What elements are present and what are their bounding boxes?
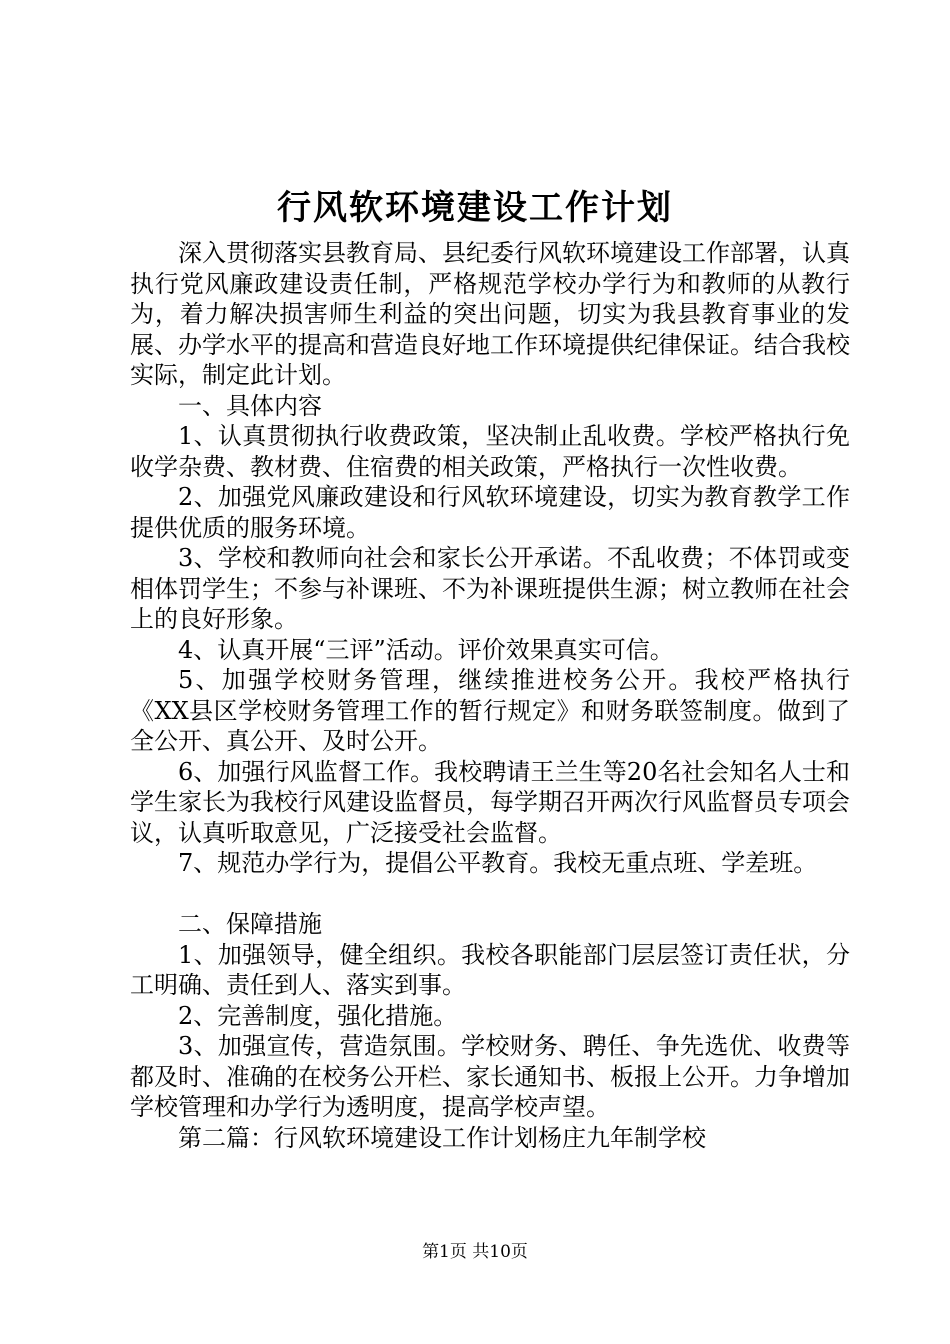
paragraph-item-4: 4、认真开展“三评”活动。评价效果真实可信。 bbox=[178, 635, 674, 664]
blank-line bbox=[130, 879, 850, 910]
paragraph-item-6: 6、加强行风监督工作。我校聘请王兰生等20名社会知名人士和学生家长为我校行风建设监督员，每学期召开两次行风监督员专项会议，认真听取意见，广泛接受社会监督。 bbox=[130, 757, 850, 847]
page-footer: 第1页 共10页 bbox=[422, 1242, 528, 1262]
section-heading-measures: 二、保障措施 bbox=[178, 910, 322, 938]
document-body bbox=[130, 238, 850, 1153]
paragraph-item-7: 7、规范办学行为，提倡公平教育。我校无重点班、学差班。 bbox=[178, 849, 818, 877]
paragraph-item-5: 5、加强学校财务管理，继续推进校务公开。我校严格执行《XX县区学校财务管理工作的暂行规定》和财务联签制度。做到了全公开、真公开、及时公开。 bbox=[130, 666, 850, 755]
paragraph-measure-1: 1、加强领导，健全组织。我校各职能部门层层签订责任状，分工明确、责任到人、落实到事。 bbox=[130, 940, 850, 999]
document-title: 行风软环境建设工作计划 bbox=[277, 188, 673, 228]
paragraph-measure-2: 2、完善制度，强化措施。 bbox=[178, 1001, 458, 1030]
section-heading-content: 一、具体内容 bbox=[178, 391, 322, 420]
paragraph-next-article: 第二篇：行风软环境建设工作计划杨庄九年制学校 bbox=[178, 1123, 706, 1152]
paragraph-measure-3: 3、加强宣传，营造氛围。学校财务、聘任、争先选优、收费等都及时、准确的在校务公开栏、家长通知书、板报上公开。力争增加学校管理和办学行为透明度，提高学校声望。 bbox=[130, 1032, 850, 1121]
paragraph-intro: 深入贯彻落实县教育局、县纪委行风软环境建设工作部署，认真执行党风廉政建设责任制，严格规范学校办学行为和教师的从教行为，着力解决损害师生利益的突出问题，切实为我县教育事业的发展、办学水平的提高和营造良好地工作环境提供纪律保证。结合我校实际，制定此计划。 bbox=[130, 239, 850, 389]
paragraph-item-3: 3、学校和教师向社会和家长公开承诺。不乱收费；不体罚或变相体罚学生；不参与补课班、不为补课班提供生源；树立教师在社会上的良好形象。 bbox=[130, 544, 850, 633]
paragraph-item-1: 1、认真贯彻执行收费政策，坚决制止乱收费。学校严格执行免收学杂费、教材费、住宿费的相关政策，严格执行一次性收费。 bbox=[130, 422, 850, 481]
paragraph-item-2: 2、加强党风廉政建设和行风软环境建设，切实为教育教学工作提供优质的服务环境。 bbox=[130, 483, 850, 542]
